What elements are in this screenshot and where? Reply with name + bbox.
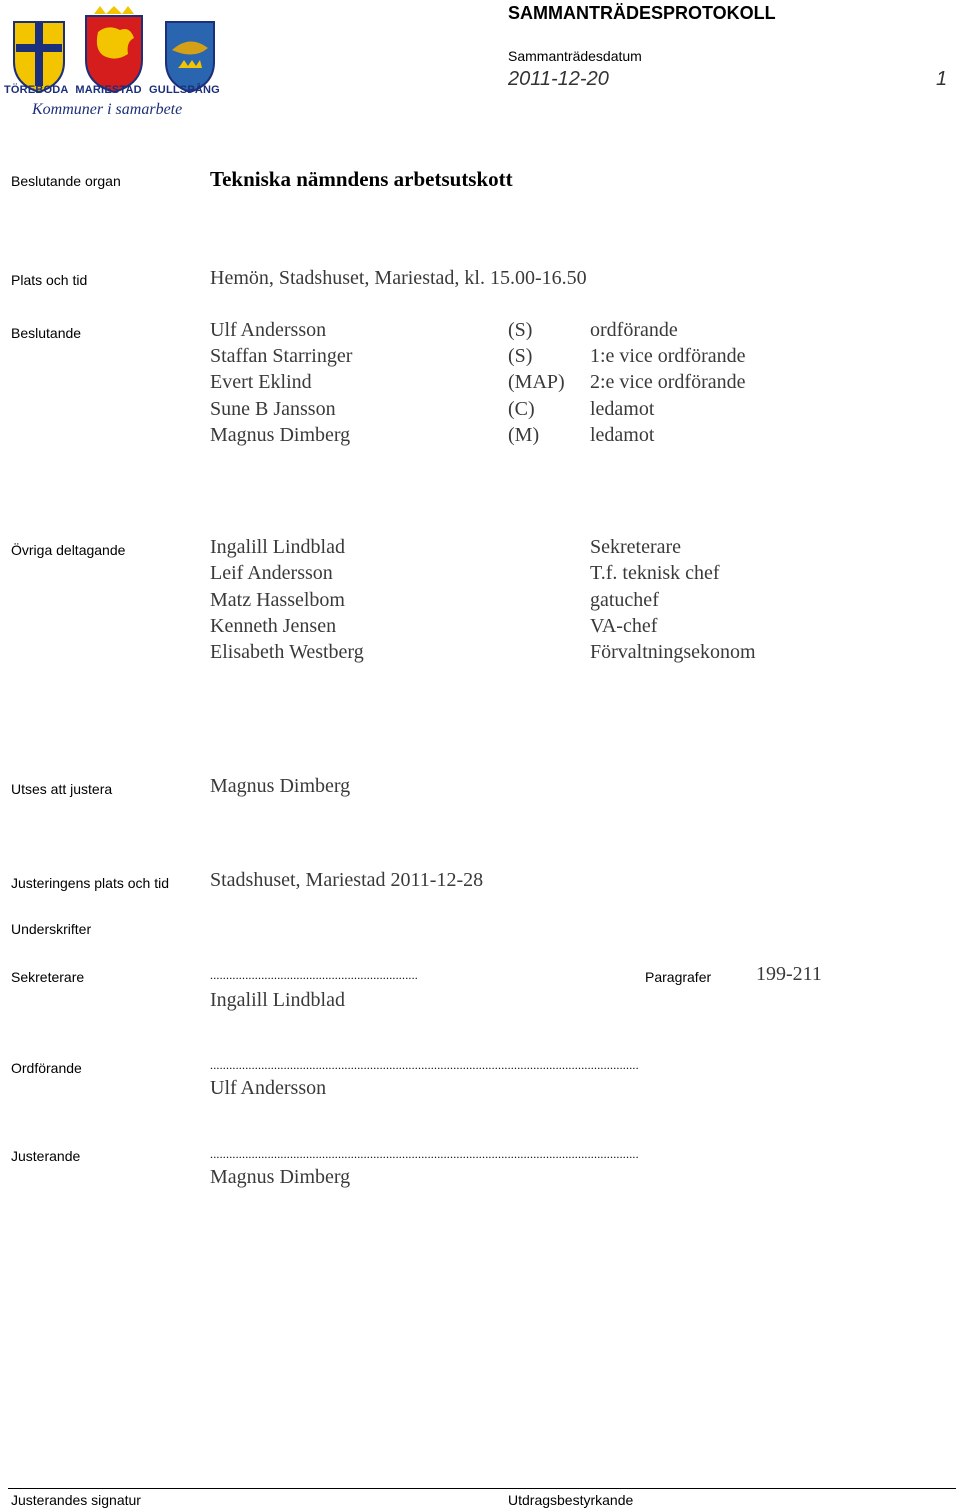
participant-role: Sekreterare [590, 536, 682, 558]
municipality-toreboda: TÖREBODA [4, 84, 69, 96]
member-role: 2:e vice ordförande [590, 371, 746, 393]
sekreterare-name: Ingalill Lindblad [210, 989, 345, 1011]
member-party: (MAP) [508, 371, 565, 393]
municipality-gullspang: GULLSPÅNG [149, 84, 220, 96]
ovriga-label: Övriga deltagande [11, 542, 126, 558]
member-name: Evert Eklind [210, 371, 312, 393]
justerande-name: Magnus Dimberg [210, 1166, 351, 1188]
logo-tagline: Kommuner i samarbete [32, 101, 183, 118]
plats-och-tid-value: Hemön, Stadshuset, Mariestad, kl. 15.00-16.50 [210, 267, 587, 289]
footer-justerandes-signatur: Justerandes signatur [11, 1492, 141, 1508]
beslutande-organ-value: Tekniska nämndens arbetsutskott [210, 167, 513, 191]
member-name: Magnus Dimberg [210, 424, 351, 446]
sekreterare-signature-line: ................................................................. [210, 968, 418, 982]
underskrifter-label: Underskrifter [11, 921, 92, 937]
beslutande-organ-label: Beslutande organ [11, 173, 121, 189]
participant-name: Ingalill Lindblad [210, 536, 345, 558]
participant-role: VA-chef [590, 615, 658, 637]
member-role: 1:e vice ordförande [590, 345, 746, 367]
justeringens-value: Stadshuset, Mariestad 2011-12-28 [210, 869, 484, 891]
participant-name: Leif Andersson [210, 562, 333, 584]
mariestad-shield-icon [86, 6, 142, 92]
participant-name: Kenneth Jensen [210, 615, 337, 637]
participant-name: Elisabeth Westberg [210, 641, 364, 663]
ordforande-signature-line: ...................................................................................................................................... [210, 1058, 639, 1072]
date-label: Sammanträdesdatum [508, 48, 642, 64]
footer-utdragsbestyrkande: Utdragsbestyrkande [508, 1492, 634, 1508]
paragrafer-label: Paragrafer [645, 969, 712, 985]
member-role: ledamot [590, 398, 655, 420]
toreboda-shield-icon [14, 22, 64, 92]
municipality-mariestad: MARIESTAD [75, 84, 142, 96]
sekreterare-label: Sekreterare [11, 969, 85, 985]
participant-role: gatuchef [590, 589, 659, 611]
participant-role: T.f. teknisk chef [590, 562, 720, 584]
justerande-signature-line: ...................................................................................................................................... [210, 1147, 639, 1161]
gullspang-shield-icon [166, 22, 214, 92]
member-name: Staffan Starringer [210, 345, 353, 367]
ordforande-label: Ordförande [11, 1060, 82, 1076]
meeting-date: 2011-12-20 [508, 68, 609, 90]
participant-role: Förvaltningsekonom [590, 641, 756, 663]
document-type: SAMMANTRÄDESPROTOKOLL [508, 3, 776, 23]
member-party: (S) [508, 319, 533, 341]
member-role: ledamot [590, 424, 655, 446]
ordforande-name: Ulf Andersson [210, 1077, 327, 1099]
member-party: (M) [508, 424, 540, 446]
justeringens-label: Justeringens plats och tid [11, 875, 169, 891]
plats-och-tid-label: Plats och tid [11, 272, 88, 288]
paragrafer-value: 199-211 [756, 963, 822, 985]
page-number: 1 [936, 68, 948, 90]
member-name: Ulf Andersson [210, 319, 327, 341]
member-name: Sune B Jansson [210, 398, 336, 420]
justerande-label: Justerande [11, 1148, 81, 1164]
member-party: (S) [508, 345, 533, 367]
municipal-logo [4, 4, 224, 122]
member-role: ordförande [590, 319, 678, 341]
footer-divider [8, 1488, 956, 1489]
beslutande-label: Beslutande [11, 325, 82, 341]
coat-of-arms-icons [4, 4, 224, 94]
member-party: (C) [508, 398, 535, 420]
municipality-names [4, 84, 220, 96]
utses-label: Utses att justera [11, 781, 113, 797]
utses-value: Magnus Dimberg [210, 775, 351, 797]
participant-name: Matz Hasselbom [210, 589, 345, 611]
